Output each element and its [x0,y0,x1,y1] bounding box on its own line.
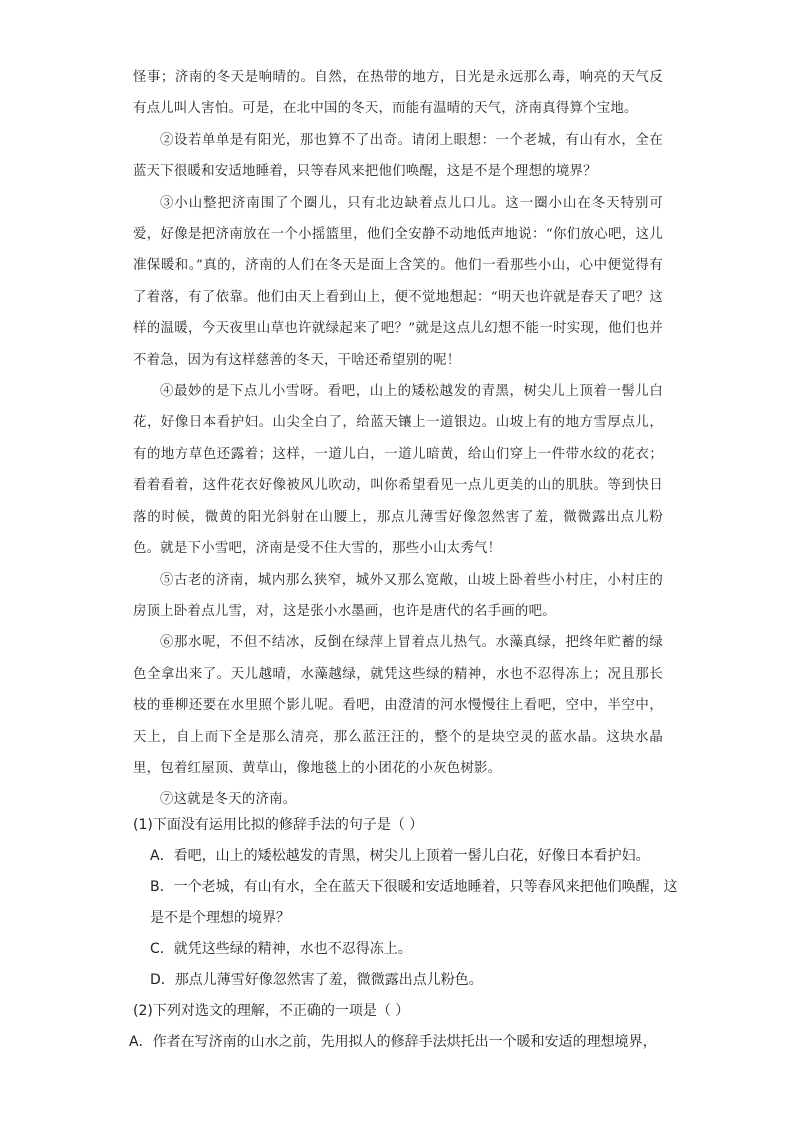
passage-paragraph-2: ②设若单单是有阳光，那也算不了出奇。请闭上眼想：一个老城，有山有水，全在蓝天下很暖和安适地睡着，只等春风来把他们唤醒，这是不是个理想的境界？ [133,132,663,180]
passage-paragraph-1: 怪事；济南的冬天是响晴的。自然，在热带的地方，日光是永远那么毒，响亮的天气反有点儿叫人害怕。可是，在北中国的冬天，而能有温晴的天气，济南真得算个宝地。 [133,70,663,117]
question-2-stem: (2)下列对选文的理解，不正确的一项是（ ） [133,1003,410,1019]
passage-paragraph-4: ④最妙的是下点儿小雪呀。看吧，山上的矮松越发的青黑，树尖儿上顶着一髻儿白花，好像日本看护妇。山尖全白了，给蓝天镶上一道银边。山坡上有的地方雪厚点儿，有的地方草色还露着；这样，一道儿白，一道儿暗黄，给山们穿上一件带水纹的花衣；看着看着，这件花衣好像被风儿吹动，叫你希望看见一点儿更美的山的肌肤。等到快日落的时候，微黄的阳光斜射在山腰上，那点儿薄雪好像忽然害了羞，微微露出点儿粉色。就是下小雪吧，济南是受不住大雪的，那些小山太秀气！ [133,384,663,557]
question-1-option-c: C．就凭这些绿的精神，水也不忍得冻上。 [150,941,412,957]
question-section [129,810,678,1058]
question-1-option-b: B．一个老城，有山有水，全在蓝天下很暖和安适地睡着，只等春风来把他们唤醒，这是不是个理想的境界？ [150,879,678,926]
question-2-option-a: A．作者在写济南的山水之前，先用拟人的修辞手法烘托出一个暖和安适的理想境界， [129,1034,657,1050]
passage-paragraph-7: ⑦这就是冬天的济南。 [160,792,297,808]
question-1-option-d: D．那点儿薄雪好像忽然害了羞，微微露出点儿粉色。 [150,972,483,988]
passage-paragraph-5: ⑤古老的济南，城内那么狭窄，城外又那么宽敞，山坡上卧着些小村庄，小村庄的房顶上卧着点儿雪，对，这是张小水墨画，也许是唐代的名手画的吧。 [133,572,663,619]
question-1-option-a: A．看吧，山上的矮松越发的青黑，树尖儿上顶着一髻儿白花，好像日本看护妇。 [150,848,650,864]
passage-paragraph-6: ⑥那水呢，不但不结冰，反倒在绿萍上冒着点儿热气。水藻真绿，把终年贮蓄的绿色全拿出来了。天儿越晴，水藻越绿，就凭这些绿的精神，水也不忍得冻上；况且那长枝的垂柳还要在水里照个影儿呢。看吧，由澄清的河水慢慢往上看吧，空中，半空中，天上，自上而下全是那么清亮，那么蓝汪汪的，整个的是块空灵的蓝水晶。这块水晶里，包着红屋顶、黄草山，像地毯上的小团花的小灰色树影。 [133,635,663,776]
question-1-stem: (1)下面没有运用比拟的修辞手法的句子是（ ） [133,817,424,833]
reading-passage [133,62,663,816]
passage-paragraph-3: ③小山整把济南围了个圈儿，只有北边缺着点儿口儿。这一圈小山在冬天特别可爱，好像是把济南放在一个小摇篮里，他们全安静不动地低声地说：“你们放心吧，这儿准保暖和。”真的，济南的人们在冬天是面上含笑的。他们一看那些小山，心中便觉得有了着落，有了依靠。他们由天上看到山上，便不觉地想起：“明天也许就是春天了吧？这样的温暖，今天夜里山草也许就绿起来了吧？”就是这点儿幻想不能一时实现，他们也并不着急，因为有这样慈善的冬天，干啥还希望别的呢！ [133,195,663,368]
